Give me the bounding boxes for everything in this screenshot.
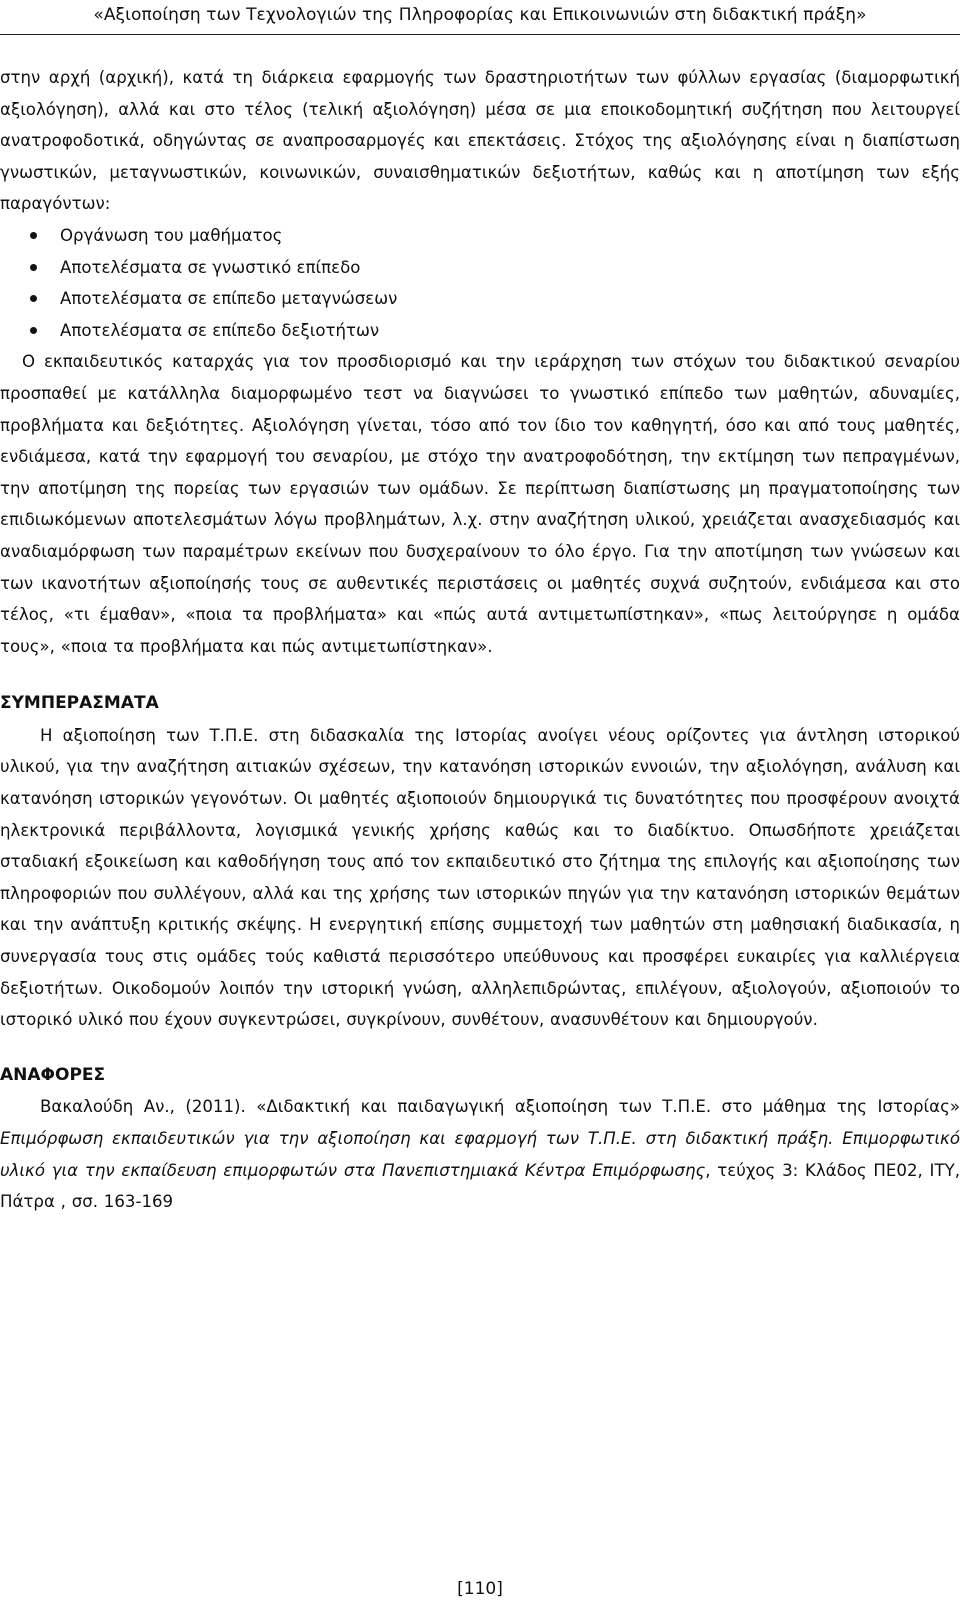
assessment-process-paragraph: Ο εκπαιδευτικός καταρχάς για τον προσδιορισμό και την ιεράρχηση των στόχων του διδακτικού σεναρίου προσπαθεί με κατάλληλα διαμορφωμένο τεστ να διαγνώσει το γνωστικό επίπεδο των μαθητών, αδυναμίες, προβλήματα και δεξιότητες. Αξιολόγηση γίνεται, τόσο από τον ίδιο τον καθηγητή, όσο και από τους μαθητές, ενδιάμεσα, κατά την εφαρμογή του σεναρίου, με στόχο την ανατροφοδότηση, την εκτίμηση των πεπραγμένων, την αποτίμηση της πορείας των εργασιών των ομάδων. Σε περίπτωση διαπίστωσης μη πραγματοποίησης των επιδιωκόμενων αποτελεσμάτων λόγω προβλημάτων, λ.χ. στην αναζήτηση υλικού, χρειάζεται ανασχεδιασμός και αναδιαμόρφωση των παραμέτρων εκείνων που δυσχεραίνουν το όλο έργο. Για την αποτίμηση των γνώσεων και των ικανοτήτων αξιοποίησής τους σε αυθεντικές περιστάσεις οι μαθητές συχνά συζητούν, ενδιάμεσα και στο τέλος, «τι έμαθαν», «ποια τα προβλήματα» και «πώς αυτά αντιμετωπίστηκαν», «πως λειτούργησε η ομάδα τους», «ποια τα προβλήματα και πώς αντιμετωπίστηκαν». [0,352,960,656]
reference-italic-title: Επιμόρφωση εκπαιδευτικών για την αξιοποίηση και εφαρμογή των Τ.Π.Ε. στη διδακτική πράξη. Επιμορφωτικό υλικό για την εκπαίδευση επιμορφωτών στα Πανεπιστημιακά Κέντρα Επιμόρφωσης [0,1129,960,1180]
list-item: Αποτελέσματα σε επίπεδο δεξιοτήτων [0,315,960,347]
list-item: Αποτελέσματα σε επίπεδο μεταγνώσεων [0,283,960,315]
assessment-factors-list [0,220,960,346]
running-header: «Αξιοποίηση των Τεχνολογιών της Πληροφορίας και Επικοινωνιών στη διδακτική πράξη» [93,5,867,25]
reference-text: , τεύχος 3: Κλάδος ΠΕ02, ΙΤΥ, Πάτρα , σσ. 163-169 [0,1160,960,1212]
reference-text: Βακαλούδη Αν., (2011). «Διδακτική και παιδαγωγική αξιοποίηση των Τ.Π.Ε. στο μάθημα της Ιστορίας» [40,1097,960,1117]
reference-entry [0,1091,960,1217]
list-item: Οργάνωση του μαθήματος [0,220,960,252]
references-heading: ΑΝΑΦΟΡΕΣ [0,1064,106,1085]
assessment-paragraph: στην αρχή (αρχική), κατά τη διάρκεια εφαρμογής των δραστηριοτήτων των φύλλων εργασίας (διαμορφωτική αξιολόγηση), αλλά και στο τέλος (τελική αξιολόγηση) μέσα σε μια εποικοδομητική συζήτηση που λειτουργεί ανατροφοδοτικά, οδηγώντας σε αναπροσαρμογές και επεκτάσεις. Στόχος της αξιολόγησης είναι η διαπίστωση γνωστικών, μεταγνωστικών, κοινωνικών, συναισθηματικών δεξιοτήτων, καθώς και η αποτίμηση των εξής παραγόντων: [0,68,960,214]
conclusions-paragraph: Η αξιοποίηση των Τ.Π.Ε. στη διδασκαλία της Ιστορίας ανοίγει νέους ορίζοντες για άντληση ιστορικού υλικού, για την αναζήτηση αιτιακών σχέσεων, την κατανόηση ιστορικών εννοιών, την αξιολόγηση, ανάλυση και κατανόηση ιστορικών γεγονότων. Οι μαθητές αξιοποιούν δημιουργικά τις δυνατότητες που προσφέρουν ανοιχτά ηλεκτρονικά περιβάλλοντα, λογισμικά γενικής χρήσης καθώς και το διαδίκτυο. Οπωσδήποτε χρειάζεται σταδιακή εξοικείωση και καθοδήγηση τους από τον εκπαιδευτικό στο ζήτημα της επιλογής και αξιοποίησης των πληροφοριών που συλλέγουν, αλλά και της χρήσης των ιστορικών πηγών για την κατανόηση ιστορικών θεμάτων και την ανάπτυξη κριτικής σκέψης. Η ενεργητική επίσης συμμετοχή των μαθητών στη μαθησιακή διαδικασία, η συνεργασία τους στις ομάδες τούς καθιστά περισσότερο υπεύθυνους και προσφέρει ευκαιρίες για καλλιέργεια δεξιοτήτων. Οικοδομούν λοιπόν την ιστορική γνώση, αλληλεπιδρώντας, επιλέγουν, αξιολογούν, αξιοποιούν το ιστορικό υλικό που έχουν συγκεντρώσει, συγκρίνουν, συνθέτουν, ανασυνθέτουν και δημιουργούν. [0,725,960,1030]
header-rule [0,34,960,35]
page-body [0,62,960,1218]
list-item: Αποτελέσματα σε γνωστικό επίπεδο [0,252,960,284]
conclusions-heading: ΣΥΜΠΕΡΑΣΜΑΤΑ [0,693,159,714]
page-number: [110] [457,1579,503,1599]
